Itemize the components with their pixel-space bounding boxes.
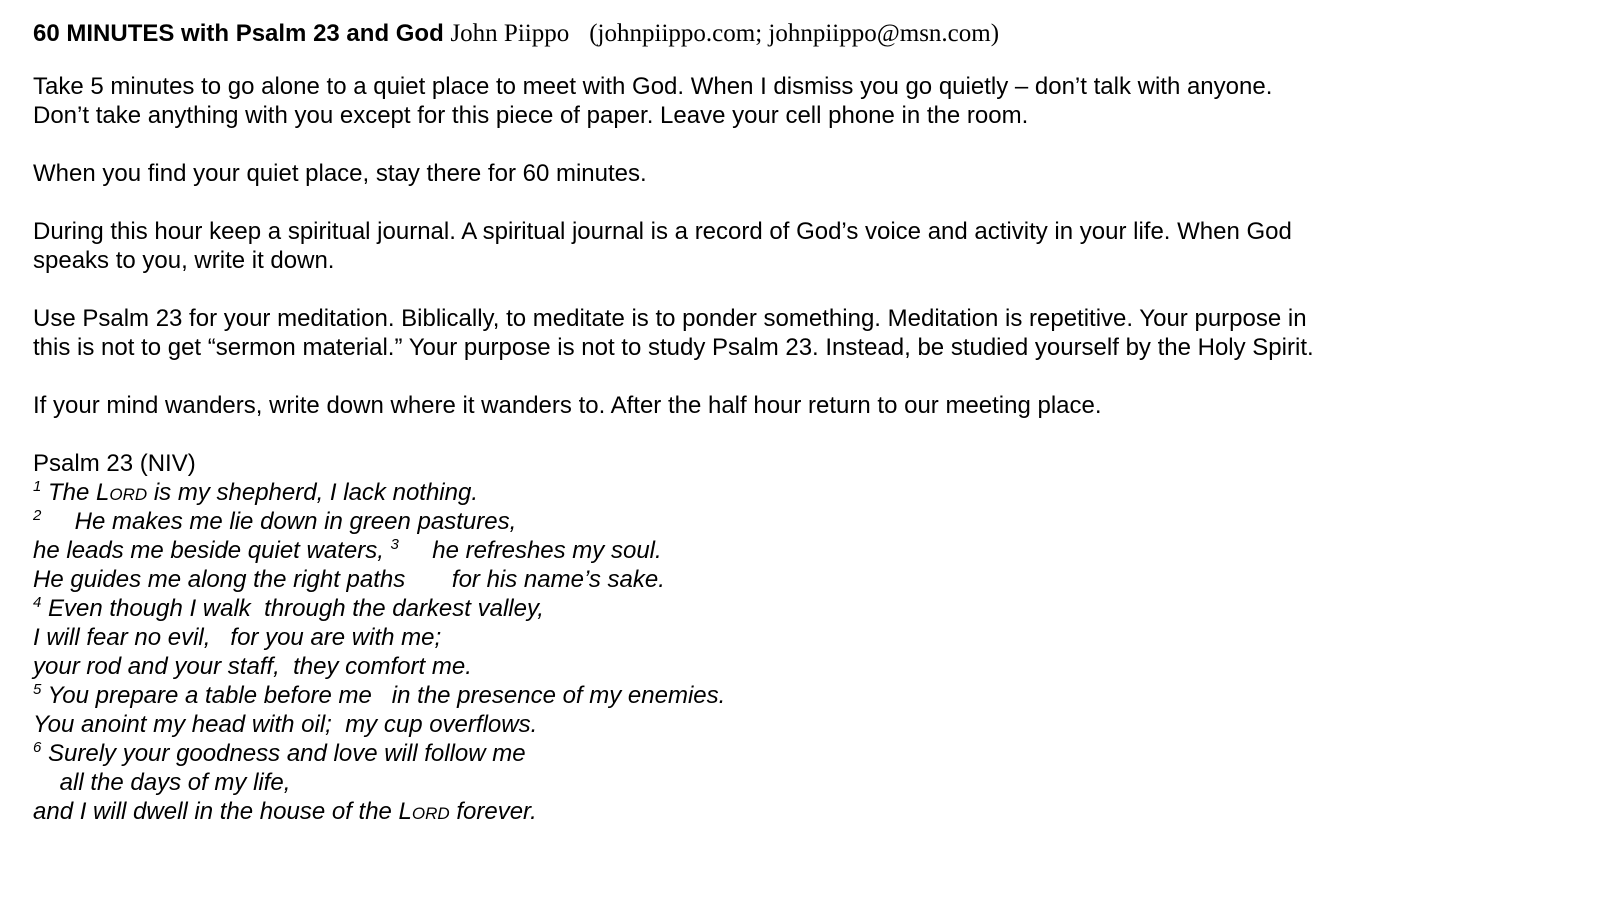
instruction-line: Take 5 minutes to go alone to a quiet place to meet with God. When I dismiss you go quietly – don’t talk with anyone. bbox=[33, 73, 1273, 100]
instruction-line: If your mind wanders, write down where it wanders to. After the half hour return to our meeting place. bbox=[33, 392, 1102, 419]
verse-number: 4 bbox=[33, 594, 42, 611]
instruction-paragraph-2 bbox=[33, 159, 1573, 188]
verse-4-line-3: your rod and your staff, they comfort me. bbox=[33, 653, 472, 680]
instruction-line: During this hour keep a spiritual journal. A spiritual journal is a record of God’s voice and activity in your life. When God bbox=[33, 218, 1292, 245]
verse-number: 5 bbox=[33, 681, 42, 698]
document-page bbox=[33, 17, 1573, 826]
verse-number: 3 bbox=[390, 536, 399, 553]
verse-number: 6 bbox=[33, 739, 42, 756]
psalm-heading: Psalm 23 (NIV) bbox=[33, 450, 196, 477]
instruction-paragraph-4 bbox=[33, 304, 1573, 362]
verse-6-line-2: all the days of my life, bbox=[33, 769, 291, 796]
author-name: John Piippo bbox=[450, 20, 570, 47]
instruction-paragraph-3 bbox=[33, 217, 1573, 275]
lord-small-caps: ord bbox=[109, 479, 148, 506]
instruction-line: speaks to you, write it down. bbox=[33, 247, 335, 274]
verse-4-line-2: I will fear no evil, for you are with me; bbox=[33, 624, 442, 651]
document-title: 60 MINUTES with Psalm 23 and God bbox=[33, 20, 444, 47]
verse-2-line-2: he leads me beside quiet waters, $^3$ he refreshes my soul. bbox=[33, 536, 662, 564]
verse-5-line-1: $^5$ You prepare a table before me in the presence of my enemies. bbox=[33, 681, 726, 709]
instruction-line: this is not to get “sermon material.” Your purpose is not to study Psalm 23. Instead, be studied yourself by the Holy Spirit. bbox=[33, 334, 1314, 361]
instruction-line: Don’t take anything with you except for this piece of paper. Leave your cell phone in the room. bbox=[33, 102, 1029, 129]
verse-4-line-1: $^4$ Even though I walk through the darkest valley, bbox=[33, 594, 544, 622]
verse-number: 1 bbox=[33, 478, 42, 495]
verse-3-line-2: He guides me along the right paths for his name’s sake. bbox=[33, 566, 665, 593]
instruction-line: Use Psalm 23 for your meditation. Biblically, to meditate is to ponder something. Meditation is repetitive. Your purpose in bbox=[33, 305, 1307, 332]
lord-small-caps: ord bbox=[411, 798, 450, 825]
instruction-paragraph-1 bbox=[33, 72, 1573, 130]
verse-2-line-1: $^2$ He makes me lie down in green pastures, bbox=[33, 507, 517, 535]
verse-5-line-2: You anoint my head with oil; my cup overflows. bbox=[33, 711, 538, 738]
instruction-paragraph-5 bbox=[33, 391, 1573, 420]
verse-number: 2 bbox=[33, 507, 42, 524]
author-contact: (johnpiippo.com; johnpiippo@msn.com) bbox=[589, 20, 1000, 47]
instruction-line: When you find your quiet place, stay there for 60 minutes. bbox=[33, 160, 647, 187]
document-header bbox=[33, 17, 1573, 51]
verse-6-line-1: $^6$ Surely your goodness and love will follow me bbox=[33, 739, 526, 767]
verse-1-line: $^1$ The Lord is my shepherd, I lack nothing. bbox=[33, 478, 479, 506]
verse-6-line-3: and I will dwell in the house of the Lord forever. bbox=[33, 798, 537, 825]
